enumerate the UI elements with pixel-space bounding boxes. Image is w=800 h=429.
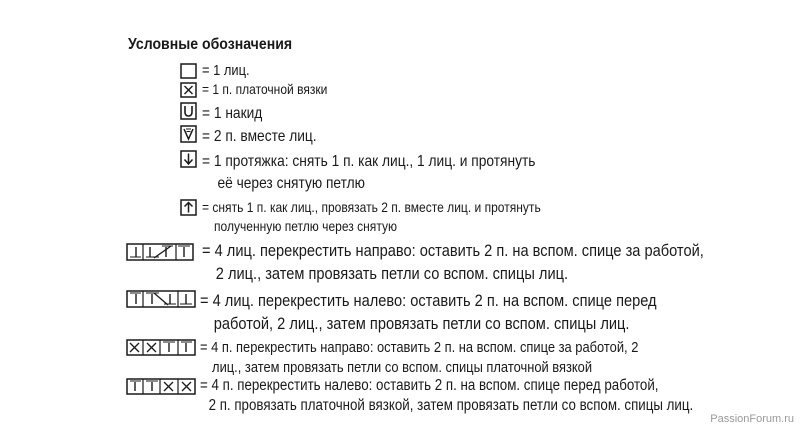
cable-right-garter-icon [126, 339, 196, 356]
legend-line-2: полученную петлю через снятую [214, 218, 398, 235]
legend-text [202, 240, 704, 286]
empty-cell-icon [180, 63, 197, 79]
x-cell-icon [180, 82, 197, 98]
legend-line-1: = 4 лиц. перекрестить налево: оставить 2 п. на вспом. спице перед [200, 291, 657, 310]
arrow-up-icon [180, 199, 197, 216]
cable-left-garter-icon [126, 378, 196, 395]
cable-right-icon [126, 243, 194, 261]
legend-text: = 1 п. платочной вязки [202, 81, 328, 97]
legend-text [202, 198, 541, 237]
legend-line-2: работой, 2 лиц., затем провязать петли со вспом. спицы лиц. [213, 313, 630, 333]
legend-text [200, 290, 657, 336]
legend-line-1: = 4 лиц. перекрестить направо: оставить 2 п. на вспом. спице за работой, [202, 241, 704, 260]
legend-text [202, 151, 535, 194]
legend-line-2: 2 лиц., затем провязать петли со вспом. спицы лиц. [215, 263, 569, 283]
arrow-down-icon [180, 150, 197, 168]
legend-text: = 1 накид [202, 105, 263, 122]
k2tog-icon [180, 125, 197, 143]
legend-line-1: = 4 п. перекрестить налево: оставить 2 п. на вспом. спице перед работой, [200, 377, 659, 394]
legend-text: = 2 п. вместе лиц. [202, 128, 317, 145]
legend-text [200, 338, 638, 377]
cable-left-icon [126, 290, 196, 308]
legend-line-2: её через снятую петлю [217, 174, 365, 192]
legend-text: = 1 лиц. [202, 62, 250, 79]
legend-line-2: лиц., затем провязать петли со вспом. спицы платочной вязкой [212, 358, 593, 376]
yarn-over-icon [180, 102, 197, 120]
legend-text [200, 376, 693, 417]
legend-title: Условные обозначения [128, 36, 293, 53]
legend-line-2: 2 п. провязать платочной вязкой, затем провязать петли со вспом. спицы лиц. [208, 397, 694, 415]
legend-line-1: = снять 1 п. как лиц., провязать 2 п. вместе лиц. и протянуть [202, 199, 541, 215]
legend-line-1: = 4 п. перекрестить направо: оставить 2 п. на вспом. спице за работой, 2 [200, 339, 639, 356]
legend-line-1: = 1 протяжка: снять 1 п. как лиц., 1 лиц. и протянуть [202, 153, 536, 170]
watermark: PassionForum.ru [710, 413, 794, 425]
